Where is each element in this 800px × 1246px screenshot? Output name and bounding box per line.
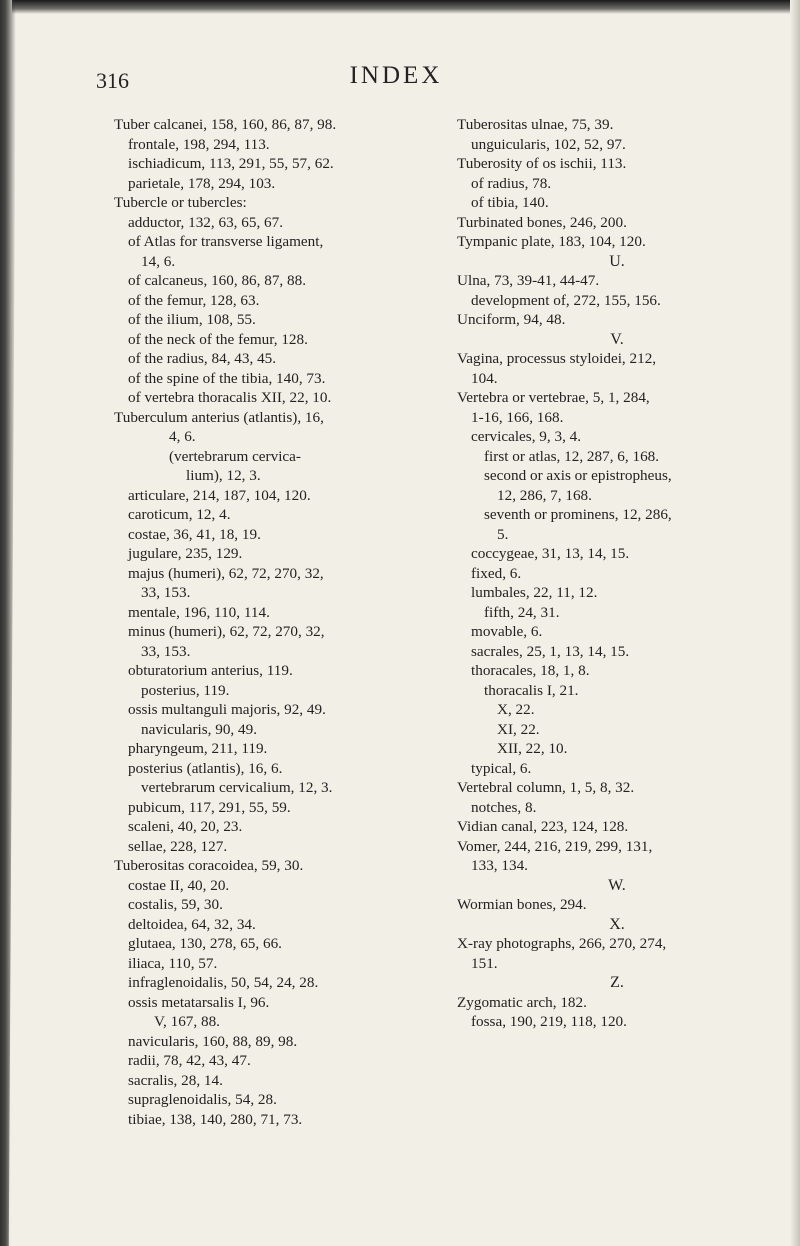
index-entry: ossis multanguli majoris, 92, 49. (128, 701, 326, 718)
index-entry: adductor, 132, 63, 65, 67. (128, 213, 284, 231)
index-entry: costae II, 40, 20. (128, 876, 230, 894)
index-entry: navicularis, 160, 88, 89, 98. (128, 1032, 298, 1050)
index-entry: minus (humeri), 62, 72, 270, 32, (128, 623, 325, 640)
index-entry: deltoidea, 64, 32, 34. (128, 915, 256, 933)
index-entry: Wormian bones, 294. (457, 896, 587, 913)
index-entry: seventh or prominens, 12, 286, (484, 506, 672, 523)
index-entry: Tuber calcanei, 158, 160, 86, 87, 98. (114, 116, 337, 133)
index-entry: 151. (471, 954, 498, 972)
index-entry: posterius, 119. (141, 681, 230, 699)
index-entry: of calcaneus, 160, 86, 87, 88. (128, 272, 306, 289)
index-entry: coccygeae, 31, 13, 14, 15. (471, 545, 630, 562)
index-entry: thoracalis I, 21. (484, 681, 579, 699)
index-entry: costae, 36, 41, 18, 19. (128, 525, 261, 543)
index-entry: navicularis, 90, 49. (141, 720, 257, 738)
index-entry: unguicularis, 102, 52, 97. (471, 135, 626, 153)
index-entry: Turbinated bones, 246, 200. (457, 213, 627, 231)
index-entry: sacralis, 28, 14. (128, 1071, 223, 1089)
index-entry: of the spine of the tibia, 140, 73. (128, 369, 326, 387)
index-entry: (vertebrarum cervica- (169, 447, 301, 465)
index-entry: vertebrarum cervicalium, 12, 3. (141, 779, 333, 796)
index-entry: 33, 153. (141, 584, 191, 601)
index-entry: XII, 22, 10. (497, 740, 568, 757)
index-entry: 1-16, 166, 168. (471, 408, 564, 426)
index-entry: scaleni, 40, 20, 23. (128, 818, 243, 835)
index-entry: fifth, 24, 31. (484, 603, 560, 621)
index-entry: sacrales, 25, 1, 13, 14, 15. (471, 642, 630, 660)
index-entry: of the radius, 84, 43, 45. (128, 350, 277, 367)
index-letter-heading: V. (610, 330, 624, 348)
index-entry: 14, 6. (141, 252, 176, 270)
index-entry: iliaca, 110, 57. (128, 954, 218, 972)
index-entry: XI, 22. (497, 720, 540, 738)
index-entry: radii, 78, 42, 43, 47. (128, 1052, 251, 1069)
index-entry: articulare, 214, 187, 104, 120. (128, 486, 311, 504)
index-entry: 33, 153. (141, 642, 191, 660)
index-entry: pubicum, 117, 291, 55, 59. (128, 798, 291, 816)
index-entry: 5. (497, 525, 509, 543)
index-entry: costalis, 59, 30. (128, 896, 223, 913)
index-entry: obturatorium anterius, 119. (128, 662, 293, 679)
index-entry: V, 167, 88. (154, 1013, 220, 1030)
index-entry: tibiae, 138, 140, 280, 71, 73. (128, 1110, 303, 1128)
index-entry: movable, 6. (471, 623, 543, 640)
index-entry: typical, 6. (471, 759, 532, 777)
index-entry: Tuberositas coracoidea, 59, 30. (114, 857, 304, 874)
index-entry: Unciform, 94, 48. (457, 311, 566, 328)
index-entry: Ulna, 73, 39-41, 44-47. (457, 272, 600, 289)
index-entry: X, 22. (497, 701, 535, 718)
index-entry: jugulare, 235, 129. (128, 545, 243, 562)
index-entry: Tuberculum anterius (atlantis), 16, (114, 408, 324, 426)
index-entry: caroticum, 12, 4. (128, 506, 231, 523)
index-entry: 133, 134. (471, 857, 528, 874)
index-letter-heading: Z. (610, 974, 624, 991)
index-entry: of the femur, 128, 63. (128, 291, 260, 309)
index-entry: of radius, 78. (471, 174, 552, 192)
index-column-right (457, 115, 797, 1032)
index-entry: majus (humeri), 62, 72, 270, 32, (128, 564, 324, 582)
index-entry: ischiadicum, 113, 291, 55, 57, 62. (128, 155, 334, 172)
index-letter-heading: X. (609, 915, 625, 933)
index-entry: first or atlas, 12, 287, 6, 168. (484, 447, 660, 465)
binding-shadow-left (0, 0, 16, 1246)
index-entry: of tibia, 140. (471, 194, 549, 211)
index-column-left (114, 115, 454, 1129)
page-number: 316 (96, 68, 129, 93)
index-entry: lium), 12, 3. (186, 467, 261, 484)
index-entry: frontale, 198, 294, 113. (128, 135, 270, 153)
index-entry: 12, 286, 7, 168. (497, 486, 592, 504)
index-entry: Vertebra or vertebrae, 5, 1, 284, (457, 389, 650, 406)
index-entry: cervicales, 9, 3, 4. (471, 428, 582, 445)
index-entry: notches, 8. (471, 798, 537, 816)
index-entry: ossis metatarsalis I, 96. (128, 993, 270, 1011)
index-entry: Vomer, 244, 216, 219, 299, 131, (457, 837, 653, 855)
index-entry: thoracales, 18, 1, 8. (471, 662, 590, 679)
index-entry: mentale, 196, 110, 114. (128, 603, 270, 621)
index-entry: of vertebra thoracalis XII, 22, 10. (128, 389, 332, 406)
running-head-title: INDEX (349, 62, 443, 89)
index-entry: pharyngeum, 211, 119. (128, 740, 268, 757)
index-entry: Tubercle or tubercles: (114, 194, 247, 211)
index-entry: development of, 272, 155, 156. (471, 291, 661, 309)
index-entry: Vidian canal, 223, 124, 128. (457, 818, 629, 835)
index-entry: lumbales, 22, 11, 12. (471, 584, 598, 601)
index-entry: Tuberositas ulnae, 75, 39. (457, 116, 614, 133)
index-entry: second or axis or epistropheus, (484, 467, 672, 484)
index-letter-heading: W. (608, 876, 626, 894)
index-letter-heading: U. (609, 252, 625, 270)
index-entry: Vertebral column, 1, 5, 8, 32. (457, 779, 635, 796)
index-entry: Zygomatic arch, 182. (457, 993, 587, 1011)
index-entry: 4, 6. (169, 428, 196, 445)
index-entry: of Atlas for transverse ligament, (128, 233, 324, 250)
index-entry: Tympanic plate, 183, 104, 120. (457, 233, 646, 250)
index-entry: posterius (atlantis), 16, 6. (128, 759, 283, 777)
page-edge-shadow-top (0, 0, 800, 14)
index-entry: X-ray photographs, 266, 270, 274, (457, 935, 667, 952)
index-entry: Tuberosity of os ischii, 113. (457, 155, 627, 172)
page-header (96, 58, 696, 98)
index-entry: infraglenoidalis, 50, 54, 24, 28. (128, 974, 319, 991)
index-entry: sellae, 228, 127. (128, 837, 228, 855)
index-entry: supraglenoidalis, 54, 28. (128, 1091, 277, 1108)
index-entry: glutaea, 130, 278, 65, 66. (128, 935, 282, 952)
index-entry: parietale, 178, 294, 103. (128, 174, 276, 192)
index-entry: of the ilium, 108, 55. (128, 311, 256, 328)
index-entry: fixed, 6. (471, 564, 522, 582)
index-entry: of the neck of the femur, 128. (128, 330, 308, 348)
index-entry: Vagina, processus styloidei, 212, (457, 350, 657, 367)
index-entry: 104. (471, 369, 498, 387)
index-entry: fossa, 190, 219, 118, 120. (471, 1013, 627, 1030)
